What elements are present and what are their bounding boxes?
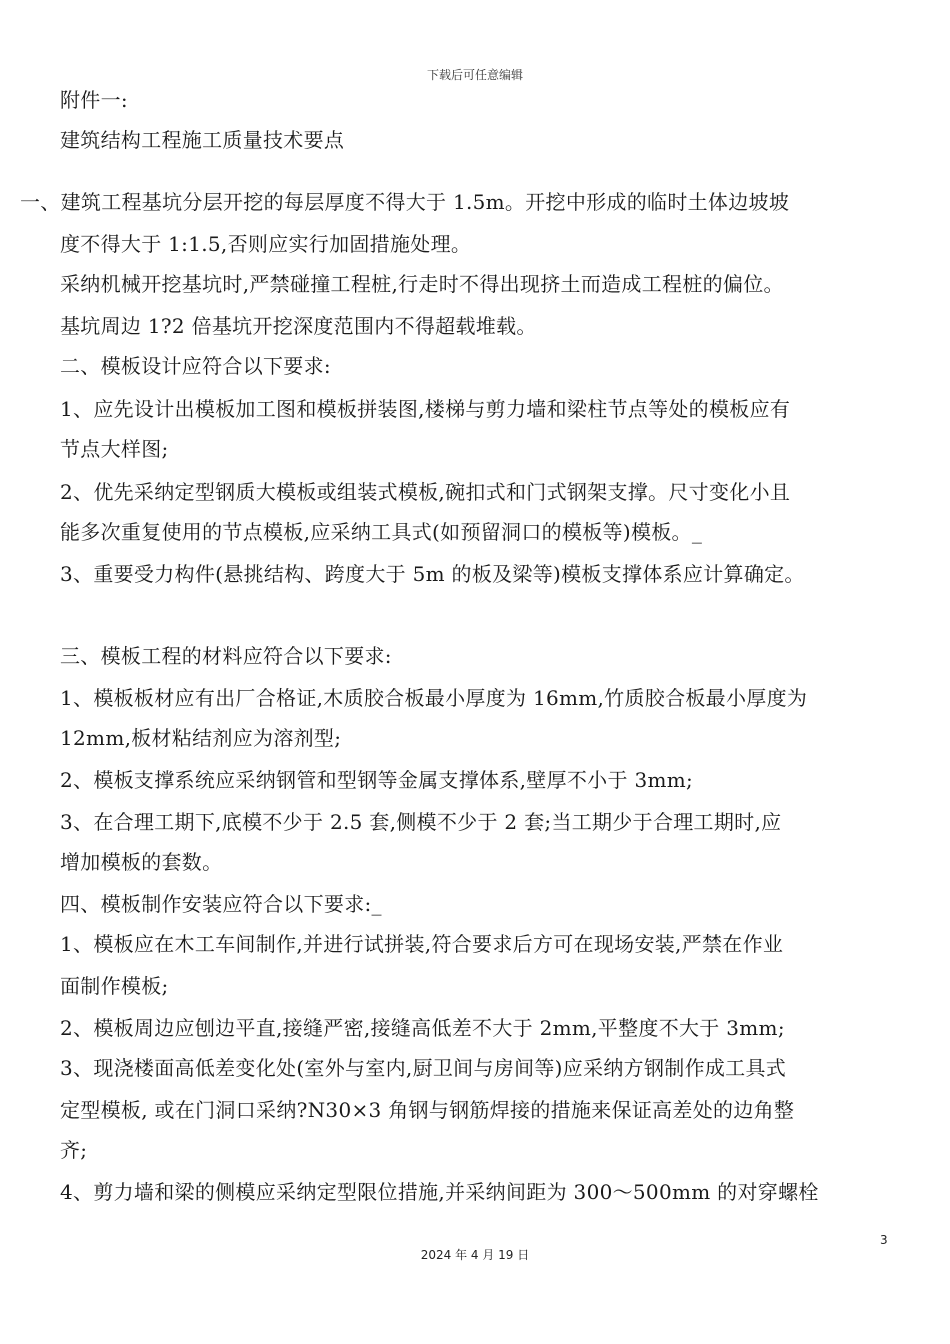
body-line: 基坑周边 1?2 倍基坑开挖深度范围内不得超载堆载。 — [60, 314, 537, 338]
body-line: 采纳机械开挖基坑时,严禁碰撞工程桩,行走时不得出现挤土而造成工程桩的偏位。 — [60, 272, 784, 296]
body-line: 增加模板的套数。 — [60, 850, 223, 874]
body-line: 3、现浇楼面高低差变化处(室外与室内,厨卫间与房间等)应采纳方钢制作成工具式 — [60, 1056, 787, 1080]
section-heading: 三、模板工程的材料应符合以下要求: — [60, 644, 392, 668]
body-line: 度不得大于 1:1.5,否则应实行加固措施处理。 — [60, 232, 472, 256]
page-number: 3 — [880, 1233, 888, 1247]
body-line: 1、模板板材应有出厂合格证,木质胶合板最小厚度为 16mm,竹质胶合板最小厚度为 — [60, 686, 808, 710]
body-line: 4、剪力墙和梁的侧模应采纳定型限位措施,并采纳间距为 300～500mm 的对穿螺栓 — [60, 1180, 819, 1204]
section-heading: 四、模板制作安装应符合以下要求:_ — [60, 892, 382, 916]
body-line: 3、重要受力构件(悬挑结构、跨度大于 5m 的板及梁等)模板支撑体系应计算确定。 — [60, 562, 805, 586]
body-line: 面制作模板; — [60, 974, 169, 998]
body-line: 12mm,板材粘结剂应为溶剂型; — [60, 726, 342, 750]
document-title: 建筑结构工程施工质量技术要点 — [60, 128, 345, 152]
footer-date: 2024 年 4 月 19 日 — [420, 1248, 530, 1262]
section-heading: 二、模板设计应符合以下要求: — [60, 354, 331, 378]
body-line: 2、优先采纳定型钢质大模板或组装式模板,碗扣式和门式钢架支撑。尺寸变化小且 — [60, 480, 791, 504]
body-line: 能多次重复使用的节点模板,应采纳工具式(如预留洞口的模板等)模板。_ — [60, 520, 703, 544]
body-line: 齐; — [60, 1138, 88, 1162]
attachment-label: 附件一: — [60, 88, 128, 112]
body-line: 一、建筑工程基坑分层开挖的每层厚度不得大于 1.5m。开挖中形成的临时土体边坡坡 — [20, 190, 790, 214]
page-header: 下载后可任意编辑 — [426, 68, 523, 82]
body-line: 节点大样图; — [60, 437, 169, 461]
body-line: 定型模板, 或在门洞口采纳?N30×3 角钢与钢筋焊接的措施来保证高差处的边角整 — [60, 1098, 795, 1122]
body-line: 2、模板周边应刨边平直,接缝严密,接缝高低差不大于 2mm,平整度不大于 3mm; — [60, 1016, 785, 1040]
body-line: 1、模板应在木工车间制作,并进行试拼装,符合要求后方可在现场安装,严禁在作业 — [60, 932, 784, 956]
body-line: 1、应先设计出模板加工图和模板拼装图,楼梯与剪力墙和梁柱节点等处的模板应有 — [60, 397, 791, 421]
body-line: 3、在合理工期下,底模不少于 2.5 套,侧模不少于 2 套;当工期少于合理工期时,应 — [60, 810, 782, 834]
body-line: 2、模板支撑系统应采纳钢管和型钢等金属支撑体系,壁厚不小于 3mm; — [60, 768, 694, 792]
